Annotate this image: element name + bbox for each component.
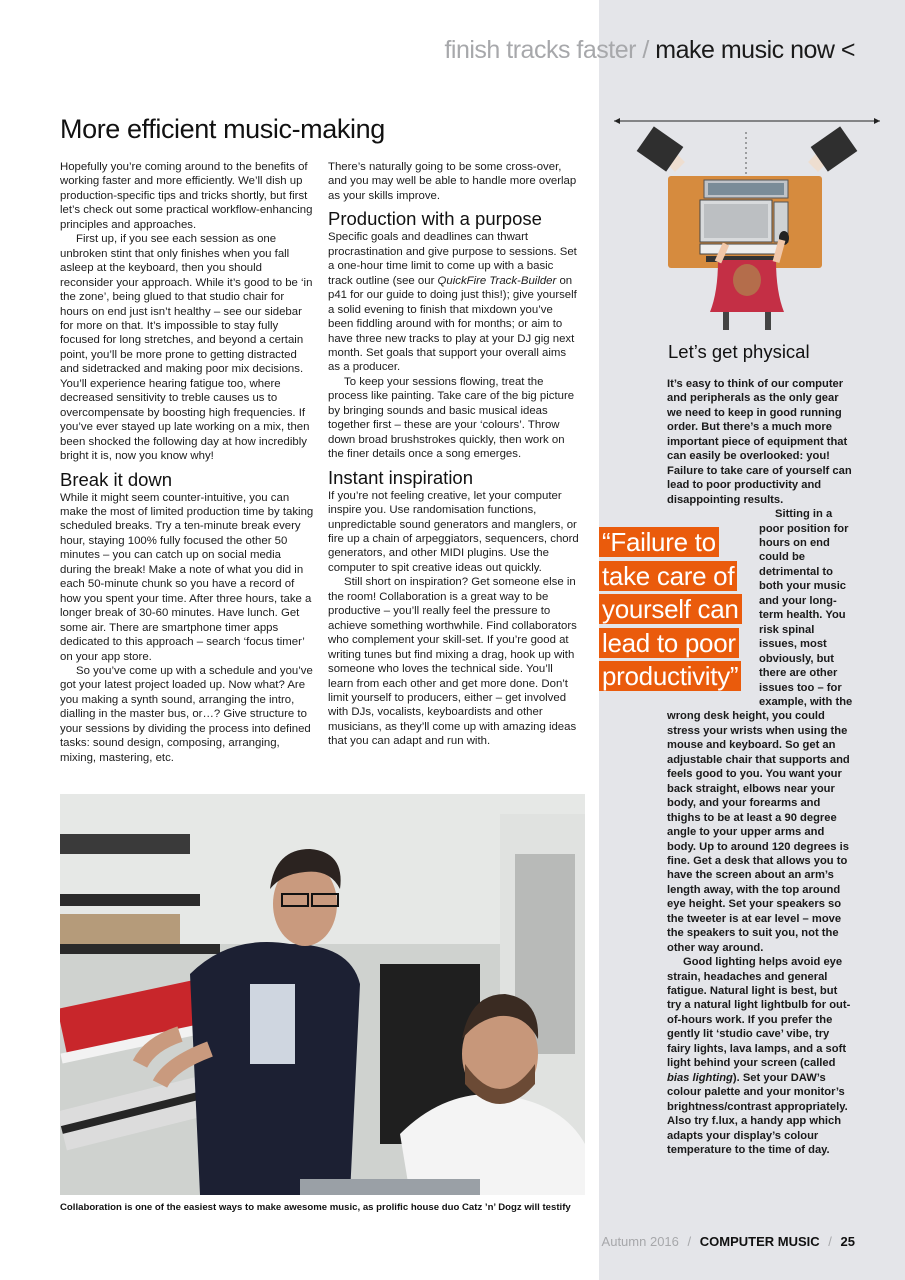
paragraph: So you’ve come up with a schedule and you’ve got your latest project loaded up. Now what? Are you making a synth sound, arranging the intro, dialling in the master bus, or…? Give structure to your sessions by dividing the process into defined tasks: sound design, composing, arranging, mixing, mastering, etc. (60, 664, 313, 764)
text-run: Specific goals and deadlines can thwart procrastination and give purpose to sessions. Set a one-hour time limit to come up with a basic track outline (see our (328, 231, 577, 287)
magazine-name: COMPUTER MUSIC (699, 1234, 820, 1249)
paragraph: First up, if you see each session as one unbroken stint that only finishes when you fall asleep at the keyboard, then you should reconsider your approach. While it’s good to be ‘in the zone’, being glued to that studio chair for hours on end just isn’t healthy – see our sidebar for more on that. It’s impossible to stay fully focused for long stretches, and beyond a certain point, you’ll be more prone to getting distracted and sidetracked and making poor mix decisions. You’ll experience hearing fatigue too, where decreased sensitivity to treble causes us to overcompensate by boosting high frequencies. If you’ve ever stayed up late working on a mix, then been shocked the following day at how incredibly bright it is, now you know why! (60, 233, 313, 463)
text-run: , a handy app which adapts your display’s colour temperature to the time of day. (667, 1115, 842, 1157)
section-sublabel: make music now < (655, 36, 855, 64)
pull-quote (599, 527, 759, 695)
pull-quote-line: productivity” (599, 661, 741, 691)
pull-quote-line: yourself can (599, 594, 742, 624)
paragraph: While it might seem counter-intuitive, you can make the most of limited production time by taking scheduled breaks. Try a ten-minute break every hour, staying 100% fully focused the other 50 minutes – you can catch up on social media during the break! Make a note of what you did in each 50-minute chunk so you have a record of how you spent your time. After three hours, take a longer break of 30-60 minutes. Have lunch. Get some air. There are smartphone timer apps dedicated to this approach – search ‘focus timer’ on your app store. (60, 491, 314, 663)
paragraph (667, 955, 853, 1157)
paragraph: There’s naturally going to be some cross-over, and you may well be able to handle more overlap as your skills improve. (328, 161, 577, 202)
sidebar-body (667, 377, 853, 1157)
article-column-1 (60, 160, 315, 765)
emphasis-quickfire: QuickFire Track-Builder (437, 274, 557, 287)
app-name-flux: f.lux (711, 1115, 735, 1128)
pull-quote-line: “Failure to (599, 527, 719, 557)
desk-posture-illustration (608, 112, 888, 340)
section-label: finish tracks faster (444, 36, 636, 64)
paragraph: It’s easy to think of our computer and peripherals as the only gear we need to keep in good running order. But there’s a much more important piece of equipment that can easily be overlooked: you! Failure to take care of yourself can lead to poor productivity and disappointing results. (667, 378, 852, 506)
text-run: on p41 for our guide to doing just this!); give yourself a solid evening to finish that mixdown you’ve been fiddling around with for months; or aim to have three new tracks to play at your DJ gig next month. Set goals that support your overall aims as a producer. (328, 274, 577, 374)
paragraph: Sitting in a poor position for hours on end could be detrimental to both your music and your long-term health. You risk spinal issues, most obviously, but there are other issues too – for example, with the wrong desk height, you could stress your wrists when using the mouse and keyboard. So get an adjustable chair that supports and feels good to you. You want your back straight, elbows near your body, and your forearms and thighs to be at least a 90 degree angle to your upper arms and body. Up to around 120 degrees is fine. Get a desk that allows you to have the screen about an arm’s length away, with the top around eye height. Set your speakers so the tweeter is at ear level – move the speakers to suit you, not the other way around. (667, 508, 853, 954)
section-heading-inspiration: Instant inspiration (328, 466, 474, 488)
text-run: ). Set your DAW’s colour palette and your monitor’s brightness/contrast appropriately. Also try (667, 1071, 848, 1128)
paragraph: To keep your sessions flowing, treat the process like painting. Take care of the big picture by bringing sounds and basic musical ideas together first – these are your ‘colours’. Throw down broad brushstrokes quickly, then work on the finer details once a song emerges. (328, 375, 575, 461)
sidebar-title: Let’s get physical (668, 341, 810, 362)
emphasis-bias-lighting: bias lighting (667, 1071, 733, 1084)
article-column-2 (328, 160, 580, 749)
section-heading-break: Break it down (60, 468, 173, 490)
pull-quote-line: take care of (599, 561, 737, 591)
article-title: More efficient music-making (60, 114, 385, 144)
footer-separator: / (828, 1234, 832, 1249)
studio-photo (60, 794, 585, 1195)
issue-date: Autumn 2016 (601, 1234, 679, 1249)
paragraph: Hopefully you’re coming around to the benefits of working faster and more efficiently. We’ll dish up production-specific tips and tricks shortly, but first let’s check out some practical workflow-enhancing principles and approaches. (60, 161, 313, 231)
text-run: Good lighting helps avoid eye strain, headaches and general fatigue. Natural light is best, but try a natural light lightbulb for out-of-hours work. If you prefer the gently lit ‘studio cave’ vibe, try fairy lights, lava lamps, and a soft light behind your screen (called (667, 956, 851, 1070)
section-separator: / (642, 36, 649, 64)
page-footer (602, 1234, 855, 1249)
running-head (444, 36, 855, 65)
footer-separator: / (687, 1234, 692, 1249)
paragraph (328, 230, 580, 375)
paragraph: Still short on inspiration? Get someone else in the room! Collaboration is a great way to be productive – you’ll really feel the pressure to achieve something worthwhile. Find collaborators who complement your skill-set. If you’re good at writing tunes but find mixing a drag, hook up with someone who loves the technical side. You’ll learn from each other and get more done. Don’t limit yourself to producers, either – get involved with DJs, vocalists, keyboardists and other musicians, as they’ll come up with amazing ideas that you can adapt and run with. (328, 576, 577, 748)
pull-quote-line: lead to poor (599, 628, 739, 658)
paragraph: If you’re not feeling creative, let your computer inspire you. Use randomisation functions, unpredictable sound generators and manglers, or fire up a chain of arpeggiators, sequencers, chord generators, and other MIDI plugins. Use the computer to spit creative ideas out quickly. (328, 489, 579, 574)
photo-caption: Collaboration is one of the easiest ways to make awesome music, as prolific house duo Catz ’n’ Dogz will testify (60, 1202, 571, 1213)
desk-diagram (608, 112, 888, 340)
photo-illustration (60, 794, 585, 1195)
section-heading-purpose: Production with a purpose (328, 208, 542, 230)
page-number: 25 (840, 1234, 855, 1249)
